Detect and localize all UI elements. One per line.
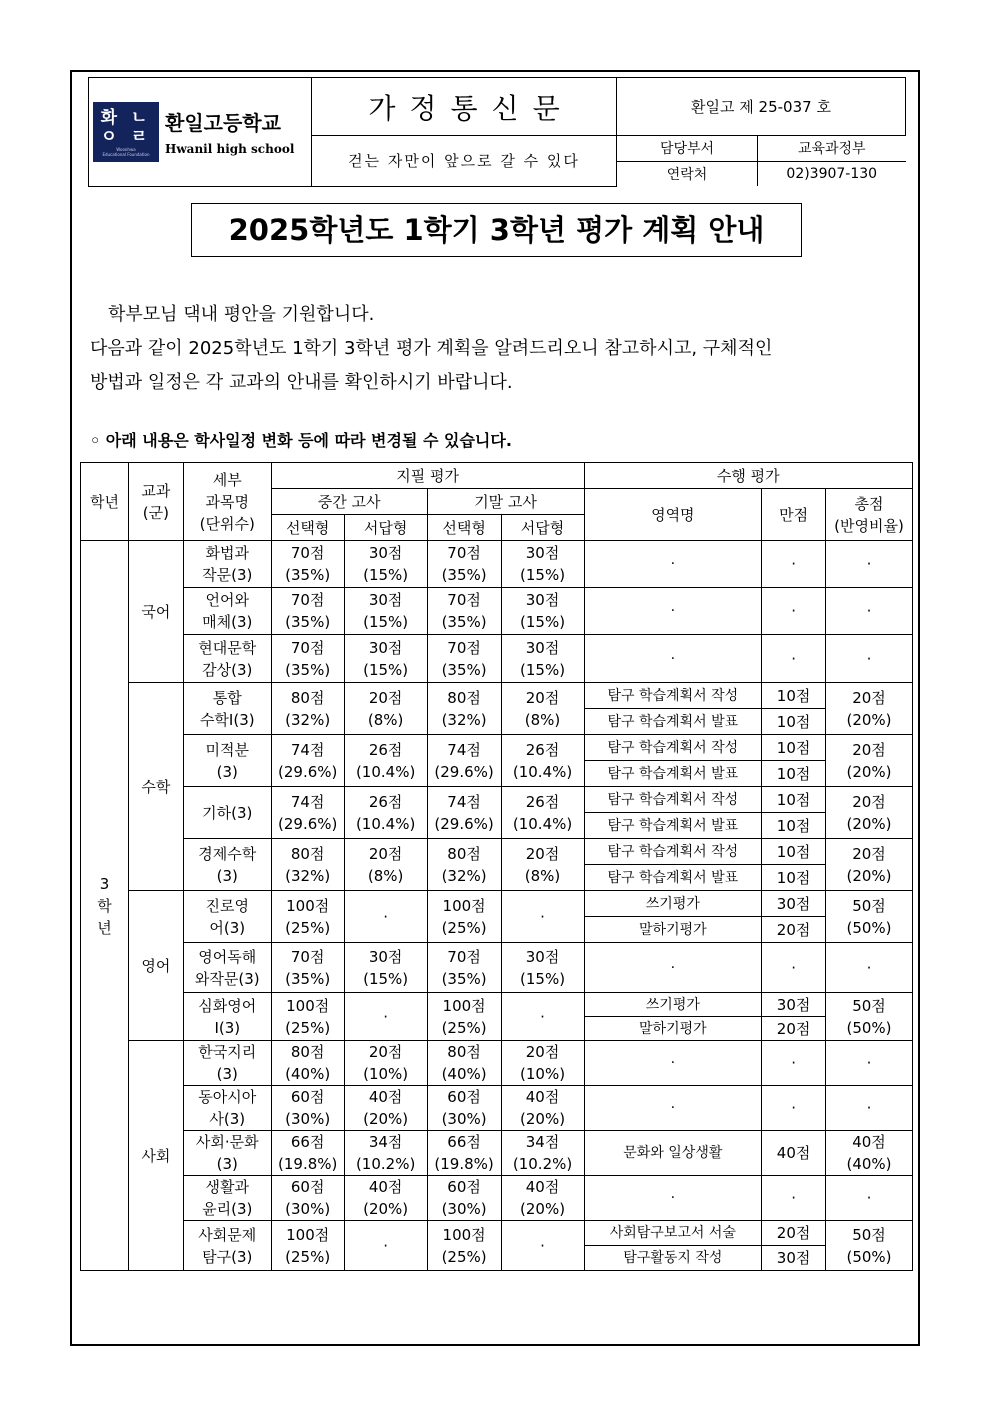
header-mid-essay: 서답형: [344, 515, 427, 541]
performance-area: ·: [584, 588, 762, 635]
header-performance: 수행 평가: [584, 463, 912, 489]
mid-choice-score: 70점 (35%): [271, 541, 344, 588]
performance-total: 20점 (20%): [826, 683, 913, 735]
mid-choice-score: 74점 (29.6%): [271, 787, 344, 839]
header-fin-choice: 선택형: [427, 515, 501, 541]
header-course: 세부 과목명 (단위수): [183, 463, 271, 541]
performance-full-score: 10점: [762, 813, 826, 839]
school-logo-cell: [89, 78, 312, 187]
intro-body-line: 다음과 같이 2025학년도 1학기 3학년 평가 계획을 알려드리오니 참고하시고, 구체적인: [90, 338, 773, 359]
mid-essay-score: 20점 (10%): [344, 1041, 427, 1086]
course-name: 사회·문화 (3): [183, 1131, 271, 1176]
header-mid-choice: 선택형: [271, 515, 344, 541]
performance-area: 사회탐구보고서 서술: [584, 1221, 762, 1246]
table-row: [81, 735, 913, 761]
course-name: 영어독해 와작문(3): [183, 943, 271, 993]
performance-full-score: ·: [762, 541, 826, 588]
mid-essay-score: ·: [344, 891, 427, 943]
final-essay-score: 30점 (15%): [501, 943, 584, 993]
table-row: [81, 1131, 913, 1176]
performance-area: 탐구 학습계획서 작성: [584, 839, 762, 865]
subject-group-cell: 국어: [128, 541, 183, 683]
final-choice-score: 74점 (29.6%): [427, 787, 501, 839]
final-essay-score: 30점 (15%): [501, 588, 584, 635]
grade-cell: 3 학 년: [81, 541, 129, 1271]
performance-area: 탐구 학습계획서 작성: [584, 683, 762, 709]
final-essay-score: 30점 (15%): [501, 635, 584, 683]
performance-full-score: 20점: [762, 1017, 826, 1041]
final-essay-score: 26점 (10.4%): [501, 735, 584, 787]
header-total: 총점 (반영비율): [826, 489, 913, 541]
table-row: [81, 787, 913, 813]
performance-total: 50점 (50%): [826, 891, 913, 943]
table-row: [81, 839, 913, 865]
evaluation-table-body: [81, 541, 913, 1271]
header-grade: 학년: [81, 463, 129, 541]
table-row: [81, 683, 913, 709]
mid-choice-score: 60점 (30%): [271, 1086, 344, 1131]
department-label: 담당부서: [617, 136, 758, 161]
mid-essay-score: 30점 (15%): [344, 635, 427, 683]
performance-area: 탐구 학습계획서 발표: [584, 709, 762, 735]
final-essay-score: ·: [501, 1221, 584, 1271]
mid-choice-score: 74점 (29.6%): [271, 735, 344, 787]
course-name: 한국지리 (3): [183, 1041, 271, 1086]
performance-full-score: 10점: [762, 787, 826, 813]
final-choice-score: 80점 (40%): [427, 1041, 501, 1086]
final-choice-score: 100점 (25%): [427, 891, 501, 943]
mid-essay-score: ·: [344, 993, 427, 1041]
table-row: [81, 588, 913, 635]
course-name: 동아시아 사(3): [183, 1086, 271, 1131]
course-name: 기하(3): [183, 787, 271, 839]
performance-full-score: ·: [762, 1176, 826, 1221]
final-choice-score: 70점 (35%): [427, 541, 501, 588]
performance-total: 20점 (20%): [826, 735, 913, 787]
table-row: [81, 943, 913, 993]
newsletter-title: 가정통신문: [312, 78, 617, 136]
table-row: [81, 891, 913, 917]
performance-area: ·: [584, 1041, 762, 1086]
final-choice-score: 100점 (25%): [427, 1221, 501, 1271]
mid-choice-score: 100점 (25%): [271, 891, 344, 943]
final-choice-score: 70점 (35%): [427, 588, 501, 635]
performance-full-score: 10점: [762, 865, 826, 891]
performance-area: 탐구 학습계획서 발표: [584, 813, 762, 839]
performance-full-score: ·: [762, 1041, 826, 1086]
mid-choice-score: 70점 (35%): [271, 943, 344, 993]
performance-total: 20점 (20%): [826, 787, 913, 839]
mid-essay-score: 40점 (20%): [344, 1086, 427, 1131]
performance-area: ·: [584, 1176, 762, 1221]
performance-total: 50점 (50%): [826, 1221, 913, 1271]
contact-label: 연락처: [617, 161, 758, 186]
contact-value: 02)3907-130: [758, 161, 906, 186]
final-choice-score: 74점 (29.6%): [427, 735, 501, 787]
final-choice-score: 66점 (19.8%): [427, 1131, 501, 1176]
header-full-score: 만점: [762, 489, 826, 541]
mid-choice-score: 66점 (19.8%): [271, 1131, 344, 1176]
final-essay-score: 34점 (10.2%): [501, 1131, 584, 1176]
performance-area: 말하기평가: [584, 1017, 762, 1041]
table-row: [81, 635, 913, 683]
course-name: 미적분 (3): [183, 735, 271, 787]
final-choice-score: 60점 (30%): [427, 1086, 501, 1131]
performance-area: 탐구 학습계획서 발표: [584, 865, 762, 891]
header-written-exam: 지필 평가: [271, 463, 584, 489]
school-name-en: Hwanil high school: [165, 142, 295, 157]
performance-total: ·: [826, 1176, 913, 1221]
performance-total: 50점 (50%): [826, 993, 913, 1041]
performance-area: ·: [584, 635, 762, 683]
school-motto: 걷는 자만이 앞으로 갈 수 있다: [312, 136, 617, 187]
performance-full-score: 10점: [762, 839, 826, 865]
performance-full-score: 30점: [762, 1246, 826, 1271]
performance-area: 탐구 학습계획서 작성: [584, 735, 762, 761]
mid-choice-score: 80점 (32%): [271, 839, 344, 891]
performance-full-score: 10점: [762, 761, 826, 787]
performance-area: ·: [584, 943, 762, 993]
course-name: 사회문제 탐구(3): [183, 1221, 271, 1271]
document-title: 2025학년도 1학기 3학년 평가 계획 안내: [191, 203, 802, 257]
performance-total: ·: [826, 588, 913, 635]
performance-total: ·: [826, 1041, 913, 1086]
mid-essay-score: 40점 (20%): [344, 1176, 427, 1221]
mid-choice-score: 100점 (25%): [271, 993, 344, 1041]
final-choice-score: 80점 (32%): [427, 839, 501, 891]
final-choice-score: 70점 (35%): [427, 635, 501, 683]
table-row: [81, 1221, 913, 1246]
performance-total: 20점 (20%): [826, 839, 913, 891]
course-name: 경제수학 (3): [183, 839, 271, 891]
school-logo-icon: 화 ㄴ ㅇ ㄹ Woonhwa Educational Foundation: [93, 102, 159, 162]
course-name: 심화영어 Ⅰ(3): [183, 993, 271, 1041]
performance-full-score: 10점: [762, 735, 826, 761]
mid-essay-score: 30점 (15%): [344, 943, 427, 993]
course-name: 현대문학 감상(3): [183, 635, 271, 683]
newsletter-header: [88, 77, 906, 187]
mid-choice-score: 80점 (32%): [271, 683, 344, 735]
performance-full-score: 30점: [762, 993, 826, 1017]
performance-area: 쓰기평가: [584, 891, 762, 917]
final-essay-score: 20점 (8%): [501, 839, 584, 891]
header-final: 기말 고사: [427, 489, 584, 515]
department-value: 교육과정부: [758, 136, 906, 161]
mid-essay-score: 34점 (10.2%): [344, 1131, 427, 1176]
final-choice-score: 70점 (35%): [427, 943, 501, 993]
final-choice-score: 100점 (25%): [427, 993, 501, 1041]
performance-full-score: ·: [762, 943, 826, 993]
header-fin-essay: 서답형: [501, 515, 584, 541]
performance-area: ·: [584, 541, 762, 588]
final-choice-score: 80점 (32%): [427, 683, 501, 735]
performance-full-score: ·: [762, 1086, 826, 1131]
performance-total: 40점 (40%): [826, 1131, 913, 1176]
performance-full-score: 30점: [762, 891, 826, 917]
final-choice-score: 60점 (30%): [427, 1176, 501, 1221]
final-essay-score: ·: [501, 993, 584, 1041]
subject-group-cell: 사회: [128, 1041, 183, 1271]
table-row: [81, 1086, 913, 1131]
course-name: 통합 수학Ⅰ(3): [183, 683, 271, 735]
issue-number: 환일고 제 25-037 호: [617, 78, 906, 136]
mid-choice-score: 70점 (35%): [271, 635, 344, 683]
performance-area: 탐구활동지 작성: [584, 1246, 762, 1271]
header-area: 영역명: [584, 489, 762, 541]
performance-full-score: 10점: [762, 683, 826, 709]
table-row: [81, 541, 913, 588]
final-essay-score: 26점 (10.4%): [501, 787, 584, 839]
performance-total: ·: [826, 943, 913, 993]
performance-full-score: 20점: [762, 917, 826, 943]
table-row: [81, 993, 913, 1017]
final-essay-score: 30점 (15%): [501, 541, 584, 588]
performance-total: ·: [826, 635, 913, 683]
change-notice: ◦ 아래 내용은 학사일정 변화 등에 따라 변경될 수 있습니다.: [90, 431, 512, 450]
course-name: 진로영 어(3): [183, 891, 271, 943]
intro-greeting: 학부모님 댁내 평안을 기원합니다.: [108, 304, 375, 325]
intro-body-line: 방법과 일정은 각 교과의 안내를 확인하시기 바랍니다.: [90, 372, 513, 393]
subject-group-cell: 수학: [128, 683, 183, 891]
mid-essay-score: 30점 (15%): [344, 541, 427, 588]
performance-total: ·: [826, 541, 913, 588]
final-essay-score: 40점 (20%): [501, 1176, 584, 1221]
performance-area: 탐구 학습계획서 작성: [584, 787, 762, 813]
mid-essay-score: 26점 (10.4%): [344, 735, 427, 787]
intro-text: [90, 298, 900, 400]
final-essay-score: 20점 (10%): [501, 1041, 584, 1086]
table-row: [81, 1176, 913, 1221]
final-essay-score: ·: [501, 891, 584, 943]
performance-total: ·: [826, 1086, 913, 1131]
performance-area: ·: [584, 1086, 762, 1131]
mid-essay-score: ·: [344, 1221, 427, 1271]
performance-full-score: 20점: [762, 1221, 826, 1246]
school-name-ko: 환일고등학교: [165, 111, 281, 136]
performance-area: 문화와 일상생활: [584, 1131, 762, 1176]
table-row: [81, 1041, 913, 1086]
header-midterm: 중간 고사: [271, 489, 427, 515]
final-essay-score: 20점 (8%): [501, 683, 584, 735]
mid-choice-score: 60점 (30%): [271, 1176, 344, 1221]
course-name: 화법과 작문(3): [183, 541, 271, 588]
performance-area: 탐구 학습계획서 발표: [584, 761, 762, 787]
performance-full-score: 10점: [762, 709, 826, 735]
mid-choice-score: 70점 (35%): [271, 588, 344, 635]
course-name: 생활과 윤리(3): [183, 1176, 271, 1221]
performance-full-score: 40점: [762, 1131, 826, 1176]
performance-area: 쓰기평가: [584, 993, 762, 1017]
mid-choice-score: 100점 (25%): [271, 1221, 344, 1271]
mid-choice-score: 80점 (40%): [271, 1041, 344, 1086]
course-name: 언어와 매체(3): [183, 588, 271, 635]
final-essay-score: 40점 (20%): [501, 1086, 584, 1131]
mid-essay-score: 20점 (8%): [344, 683, 427, 735]
mid-essay-score: 20점 (8%): [344, 839, 427, 891]
performance-full-score: ·: [762, 635, 826, 683]
mid-essay-score: 30점 (15%): [344, 588, 427, 635]
mid-essay-score: 26점 (10.4%): [344, 787, 427, 839]
subject-group-cell: 영어: [128, 891, 183, 1041]
performance-area: 말하기평가: [584, 917, 762, 943]
evaluation-plan-table: [80, 462, 913, 1271]
header-subject-group: 교과 (군): [128, 463, 183, 541]
performance-full-score: ·: [762, 588, 826, 635]
